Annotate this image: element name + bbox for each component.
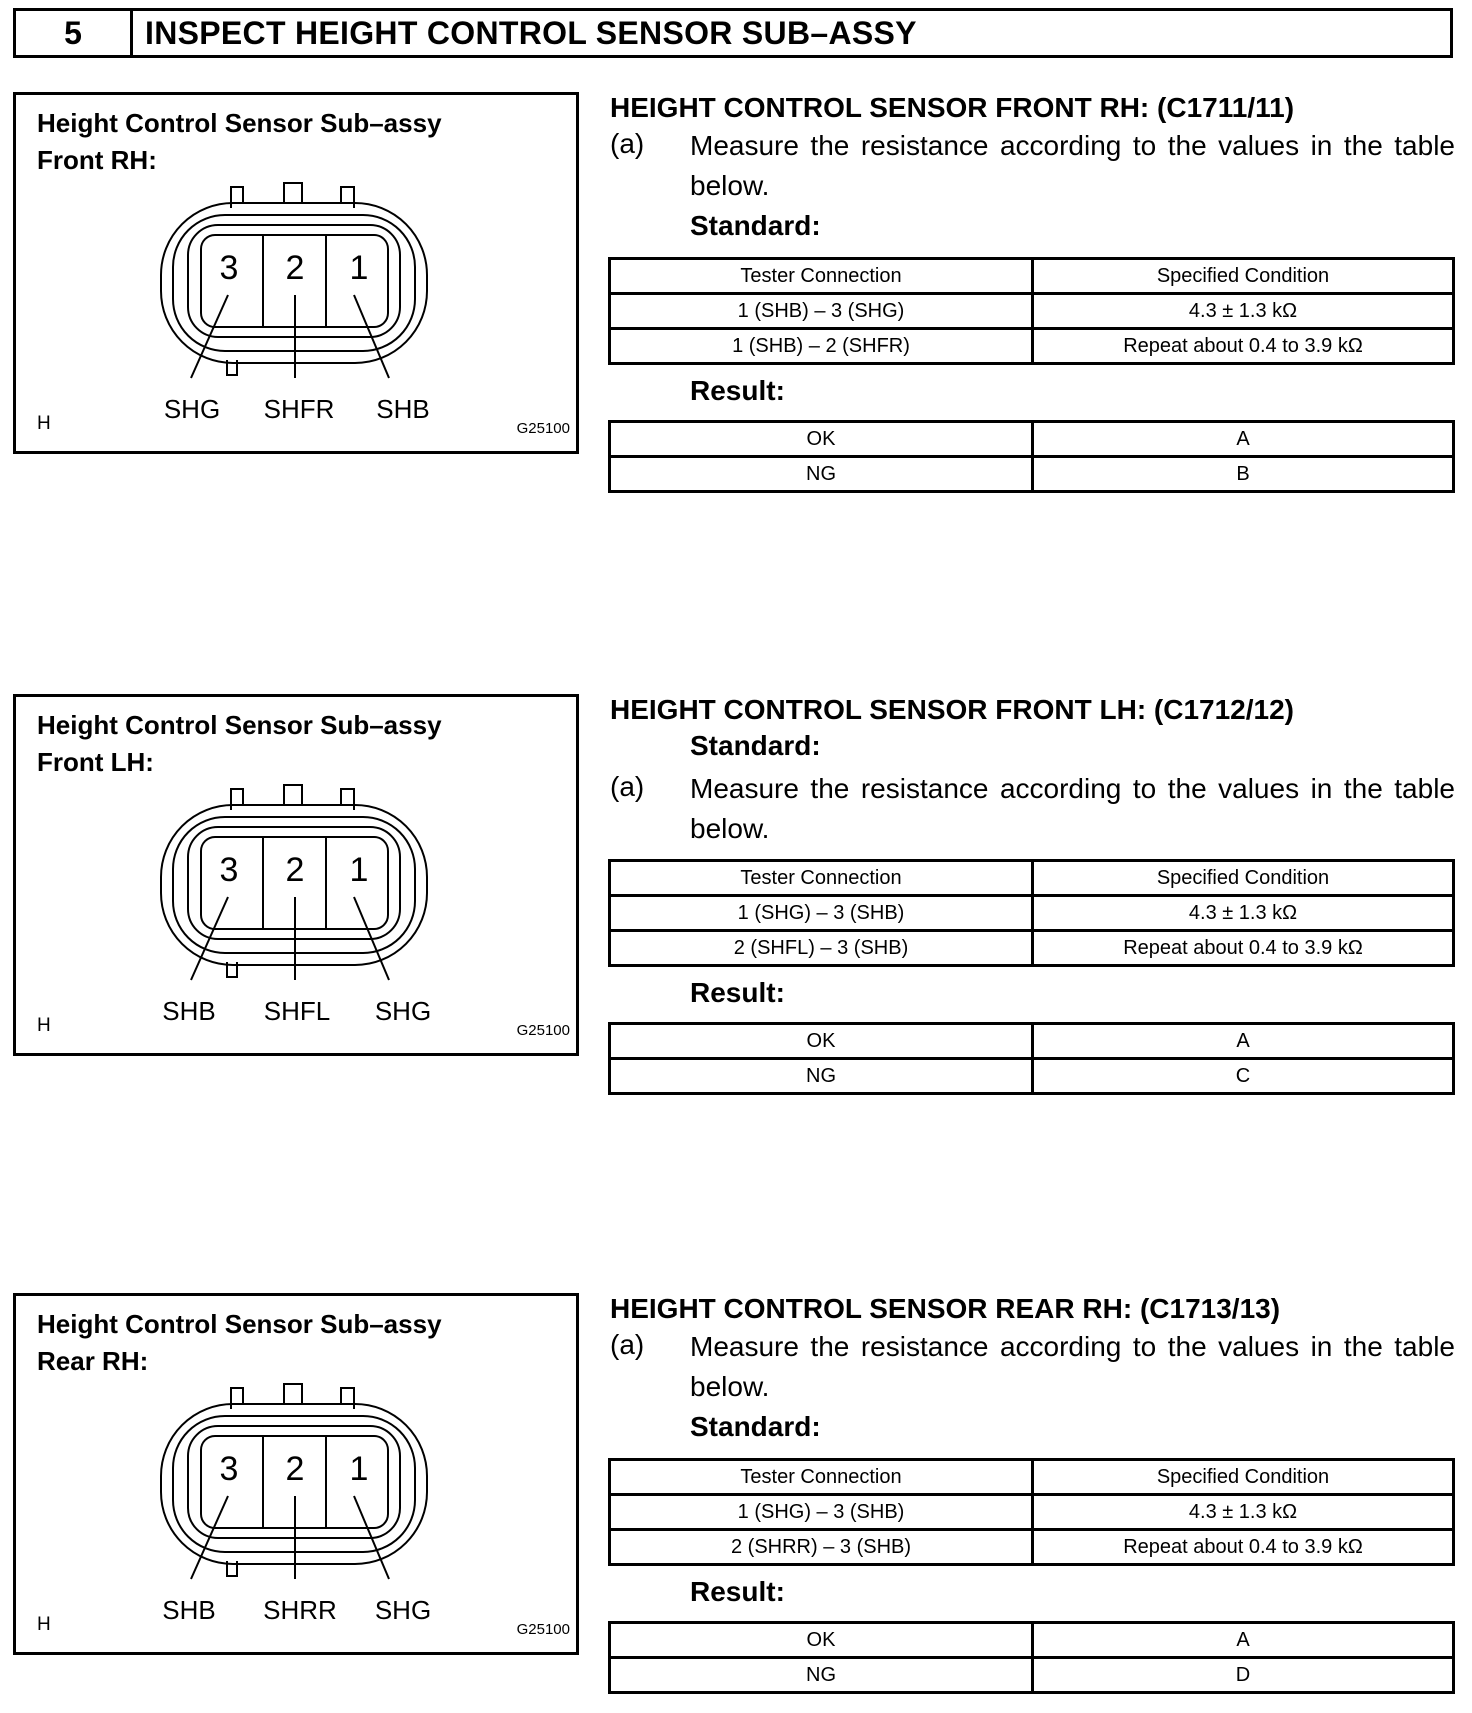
connector-diagram bbox=[16, 1296, 576, 1652]
table-cell: C bbox=[1033, 1059, 1454, 1094]
pin-1-number: 1 bbox=[349, 1450, 369, 1488]
result-label: Result: bbox=[690, 1576, 785, 1607]
table-row bbox=[610, 294, 1454, 329]
result-label: Result: bbox=[690, 375, 785, 406]
figure-title-line1: Height Control Sensor Sub–assy bbox=[37, 710, 442, 740]
pin-1-number: 1 bbox=[349, 851, 369, 889]
table-header-row bbox=[610, 861, 1454, 896]
table-header-cell: Specified Condition bbox=[1033, 1460, 1454, 1495]
figure-corner-mark: H bbox=[37, 1015, 51, 1036]
figure-corner-mark: H bbox=[37, 1614, 51, 1635]
step-title: INSPECT HEIGHT CONTROL SENSOR SUB–ASSY bbox=[145, 14, 917, 51]
table-row bbox=[610, 1530, 1454, 1565]
result-table bbox=[608, 1621, 1455, 1694]
table-header-cell: Specified Condition bbox=[1033, 259, 1454, 294]
table-row bbox=[610, 1024, 1454, 1059]
figure-title-line2: Front LH: bbox=[37, 747, 154, 777]
figure-code: G25100 bbox=[516, 1621, 570, 1638]
standard-label: Standard: bbox=[690, 210, 821, 241]
table-cell: NG bbox=[610, 1658, 1033, 1693]
table-cell: B bbox=[1033, 457, 1454, 492]
pin-2-number: 2 bbox=[285, 851, 305, 889]
standard-table bbox=[608, 257, 1455, 365]
section-front-lh bbox=[0, 694, 1472, 1114]
table-header-row bbox=[610, 1460, 1454, 1495]
step-text: Measure the resistance according to the values in the table below. bbox=[690, 130, 1455, 201]
table-cell: NG bbox=[610, 1059, 1033, 1094]
section-heading: HEIGHT CONTROL SENSOR REAR RH: (C1713/13) bbox=[610, 1293, 1281, 1324]
table-cell: Repeat about 0.4 to 3.9 kΩ bbox=[1033, 329, 1454, 364]
pin-2-label: SHFR bbox=[263, 394, 335, 424]
table-header-cell: Specified Condition bbox=[1033, 861, 1454, 896]
table-row bbox=[610, 1623, 1454, 1658]
figure-title-line1: Height Control Sensor Sub–assy bbox=[37, 1309, 442, 1339]
table-cell: Repeat about 0.4 to 3.9 kΩ bbox=[1033, 931, 1454, 966]
step-label: (a) bbox=[610, 1329, 645, 1360]
pin-3-number: 3 bbox=[219, 249, 239, 287]
figure-title-line1: Height Control Sensor Sub–assy bbox=[37, 108, 442, 138]
table-cell: 1 (SHB) – 2 (SHFR) bbox=[610, 329, 1033, 364]
table-row bbox=[610, 1495, 1454, 1530]
table-header-cell: Tester Connection bbox=[610, 861, 1033, 896]
pin-3-label: SHG bbox=[163, 394, 221, 424]
connector-figure bbox=[13, 92, 579, 454]
table-row bbox=[610, 1059, 1454, 1094]
section-front-rh bbox=[0, 92, 1472, 512]
table-cell: 2 (SHFL) – 3 (SHB) bbox=[610, 931, 1033, 966]
figure-corner-mark: H bbox=[37, 413, 51, 434]
step-number: 5 bbox=[16, 11, 133, 55]
section-rear-rh bbox=[0, 1293, 1472, 1713]
table-cell: 4.3 ± 1.3 kΩ bbox=[1033, 294, 1454, 329]
pin-3-label: SHB bbox=[162, 996, 216, 1026]
step-text: Measure the resistance according to the values in the table below. bbox=[690, 1331, 1455, 1402]
table-cell: OK bbox=[610, 1623, 1033, 1658]
table-header-cell: Tester Connection bbox=[610, 1460, 1033, 1495]
pin-3-number: 3 bbox=[219, 851, 239, 889]
result-label: Result: bbox=[690, 977, 785, 1008]
table-row bbox=[610, 422, 1454, 457]
step-text: Measure the resistance according to the values in the table below. bbox=[690, 773, 1455, 844]
table-row bbox=[610, 457, 1454, 492]
pin-3-label: SHB bbox=[162, 1595, 216, 1625]
pin-2-number: 2 bbox=[285, 249, 305, 287]
table-cell: 1 (SHB) – 3 (SHG) bbox=[610, 294, 1033, 329]
table-cell: Repeat about 0.4 to 3.9 kΩ bbox=[1033, 1530, 1454, 1565]
step-header bbox=[13, 8, 1453, 58]
table-cell: 1 (SHG) – 3 (SHB) bbox=[610, 896, 1033, 931]
table-cell: A bbox=[1033, 422, 1454, 457]
connector-diagram bbox=[16, 697, 576, 1053]
pin-1-label: SHG bbox=[374, 996, 432, 1026]
pin-3-number: 3 bbox=[219, 1450, 239, 1488]
connector-figure bbox=[13, 1293, 579, 1655]
table-cell: OK bbox=[610, 1024, 1033, 1059]
pin-1-label: SHG bbox=[374, 1595, 432, 1625]
standard-table bbox=[608, 1458, 1455, 1566]
figure-title-line2: Front RH: bbox=[37, 145, 157, 175]
table-cell: 1 (SHG) – 3 (SHB) bbox=[610, 1495, 1033, 1530]
pin-1-label: SHB bbox=[376, 394, 430, 424]
pin-2-label: SHFL bbox=[263, 996, 331, 1026]
pin-2-number: 2 bbox=[285, 1450, 305, 1488]
table-cell: 2 (SHRR) – 3 (SHB) bbox=[610, 1530, 1033, 1565]
figure-code: G25100 bbox=[516, 420, 570, 437]
pin-2-label: SHRR bbox=[263, 1595, 337, 1625]
table-cell: A bbox=[1033, 1024, 1454, 1059]
table-row bbox=[610, 931, 1454, 966]
table-row bbox=[610, 329, 1454, 364]
figure-title-line2: Rear RH: bbox=[37, 1346, 149, 1376]
section-heading: HEIGHT CONTROL SENSOR FRONT RH: (C1711/11) bbox=[610, 92, 1295, 123]
result-table bbox=[608, 1022, 1455, 1095]
table-row bbox=[610, 896, 1454, 931]
connector-diagram bbox=[16, 95, 576, 451]
table-cell: OK bbox=[610, 422, 1033, 457]
standard-label: Standard: bbox=[690, 1411, 821, 1442]
table-cell: 4.3 ± 1.3 kΩ bbox=[1033, 1495, 1454, 1530]
figure-code: G25100 bbox=[516, 1022, 570, 1039]
connector-figure bbox=[13, 694, 579, 1056]
section-heading: HEIGHT CONTROL SENSOR FRONT LH: (C1712/12) bbox=[610, 694, 1295, 725]
standard-label: Standard: bbox=[690, 730, 821, 761]
table-cell: 4.3 ± 1.3 kΩ bbox=[1033, 896, 1454, 931]
step-label: (a) bbox=[610, 771, 645, 802]
table-cell: D bbox=[1033, 1658, 1454, 1693]
table-header-row bbox=[610, 259, 1454, 294]
pin-1-number: 1 bbox=[349, 249, 369, 287]
step-label: (a) bbox=[610, 128, 645, 159]
result-table bbox=[608, 420, 1455, 493]
table-row bbox=[610, 1658, 1454, 1693]
table-header-cell: Tester Connection bbox=[610, 259, 1033, 294]
table-cell: NG bbox=[610, 457, 1033, 492]
table-cell: A bbox=[1033, 1623, 1454, 1658]
standard-table bbox=[608, 859, 1455, 967]
